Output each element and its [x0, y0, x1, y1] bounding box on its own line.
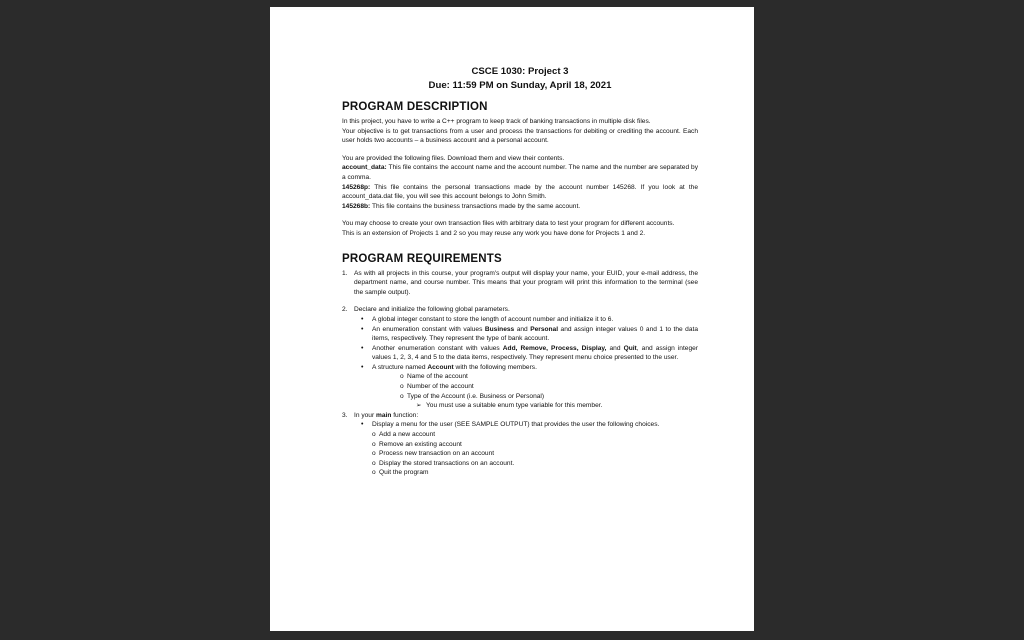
description-p4: You may choose to create your own transaction files with arbitrary data to test your program for different accounts.: [342, 220, 675, 228]
due-date: Due: 11:59 PM on Sunday, April 18, 2021: [428, 80, 612, 91]
arrow-bullet-icon: ➢: [416, 402, 422, 410]
list-item: • A global integer constant to store the length of account number and initialize it to 6.: [361, 315, 614, 323]
file-name: account_data:: [342, 164, 387, 172]
bullet-icon: •: [361, 315, 364, 323]
list-item: ➢ You must use a suitable enum type variable for this member.: [416, 402, 603, 410]
circle-bullet-icon: o: [372, 469, 376, 477]
list-item: o Name of the account: [400, 373, 468, 381]
list-item: o Display the stored transactions on an account.: [372, 459, 515, 467]
description-heading: PROGRAM DESCRIPTION: [342, 101, 488, 113]
bullet-icon: •: [361, 325, 364, 333]
bullet-icon: •: [361, 363, 364, 371]
list-item: • Another enumeration constant with values Add, Remove, Process, Display, and Quit, and assign integer values 1, 2, 3, 4 and 5 to the data items, respectively. They represent menu choice presented to the user.: [361, 344, 698, 362]
file-personal: 145268p: This file contains the personal transactions made by the account number 145268. If you look at the account_data.dat file, you will see this account belongs to John Smith.: [342, 183, 698, 201]
file-name: 145268p:: [342, 183, 371, 191]
requirement-3: 3. In your main function:: [342, 411, 419, 419]
list-item: • An enumeration constant with values Business and Personal and assign integer values 0 and 1 to the data items, respectively. They represent the type of bank account.: [361, 325, 699, 343]
requirements-heading: PROGRAM REQUIREMENTS: [342, 252, 502, 265]
description-p2: Your objective is to get transactions from a user and process the transactions for debiting or crediting the account. Each user holds two accounts – a business account and a personal account.: [342, 127, 698, 145]
description-p3: You are provided the following files. Download them and view their contents.: [342, 154, 565, 162]
list-item: o Process new transaction on an account: [372, 450, 495, 458]
circle-bullet-icon: o: [400, 383, 404, 391]
list-item: • Display a menu for the user (SEE SAMPLE OUTPUT) that provides the user the following choices.: [361, 421, 660, 429]
document-page: [270, 7, 754, 631]
list-item: o Remove an existing account: [372, 440, 462, 448]
list-item: o Number of the account: [400, 383, 474, 391]
requirement-1: 1. As with all projects in this course, your program's output will display your name, your EUID, your e-mail address, the department name, and course number. This means that your program will print this information to the terminal (see the sample output).: [342, 269, 698, 296]
bullet-icon: •: [361, 421, 364, 429]
circle-bullet-icon: o: [372, 450, 376, 458]
list-item: o Quit the program: [372, 469, 429, 477]
list-item: o Add a new account: [372, 431, 436, 439]
file-account-data: account_data: This file contains the account name and the account number. The name and the number are separated by a comma.: [342, 164, 698, 181]
description-p1: In this project, you have to write a C++ program to keep track of banking transactions in multiple disk files.: [342, 118, 651, 125]
list-item: o Type of the Account (i.e. Business or Personal): [400, 392, 545, 400]
circle-bullet-icon: o: [400, 392, 404, 400]
file-name: 145268b:: [342, 202, 371, 210]
requirement-2: 2. Declare and initialize the following global parameters.: [342, 306, 510, 314]
circle-bullet-icon: o: [372, 440, 376, 448]
bullet-icon: •: [361, 344, 364, 352]
file-business: 145268b: This file contains the business transactions made by the same account.: [342, 202, 581, 210]
circle-bullet-icon: o: [400, 373, 404, 381]
course-title: CSCE 1030: Project 3: [471, 66, 569, 77]
list-item: • A structure named Account with the following members.: [361, 363, 537, 371]
description-p5: This is an extension of Projects 1 and 2 so you may reuse any work you have done for Projects 1 and 2.: [342, 229, 646, 237]
circle-bullet-icon: o: [372, 431, 376, 439]
circle-bullet-icon: o: [372, 459, 376, 467]
